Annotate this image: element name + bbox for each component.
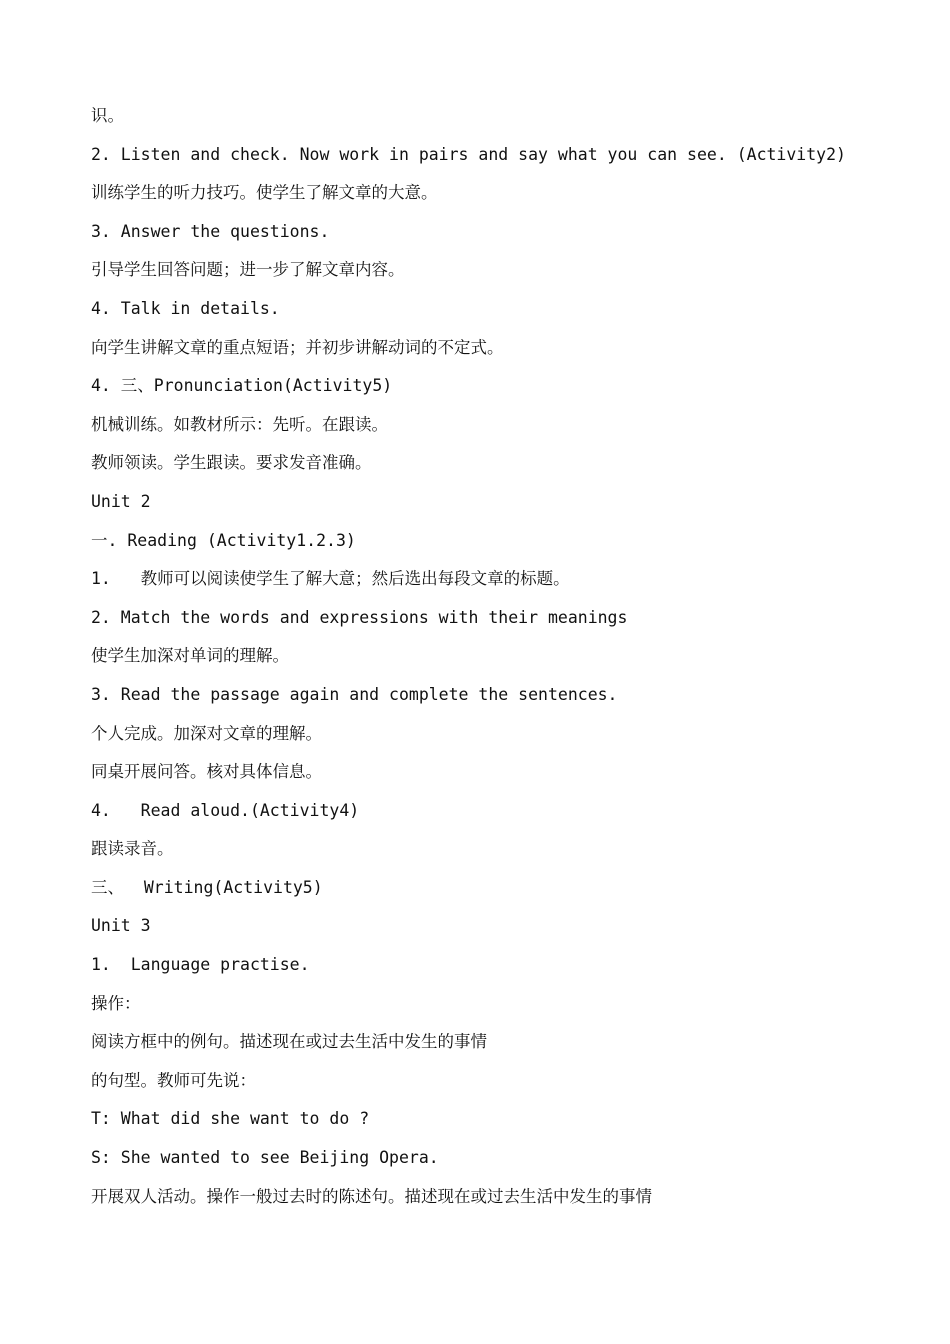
text-line: 4. Read aloud.(Activity4): [91, 800, 360, 820]
text-line: 识。: [91, 106, 124, 125]
text-line: 1. 教师可以阅读使学生了解大意；然后选出每段文章的标题。: [91, 569, 570, 589]
text-line: 机械训练。如教材所示：先听。在跟读。: [91, 414, 388, 434]
text-line: 操作：: [91, 993, 141, 1013]
document-body: [91, 97, 921, 1216]
text-line: 4. 三、Pronunciation(Activity5): [91, 376, 393, 396]
text-line: 开展双人活动。操作一般过去时的陈述句。描述现在或过去生活中发生的事情: [91, 1186, 652, 1206]
unit-heading: Unit 2: [91, 491, 151, 511]
unit-heading: Unit 3: [91, 916, 151, 936]
text-line: 三、 Writing(Activity5): [91, 877, 323, 897]
text-line: 向学生讲解文章的重点短语；并初步讲解动词的不定式。: [91, 337, 504, 357]
text-line: 一. Reading (Activity1.2.3): [91, 530, 356, 550]
text-line: 引导学生回答问题；进一步了解文章内容。: [91, 260, 405, 280]
text-line: 3. Answer the questions.: [91, 221, 330, 241]
text-line: 训练学生的听力技巧。使学生了解文章的大意。: [91, 183, 438, 203]
dialogue-line: S: She wanted to see Beijing Opera.: [91, 1148, 439, 1168]
text-line: 跟读录音。: [91, 839, 174, 859]
text-line: 使学生加深对单词的理解。: [91, 646, 289, 666]
text-line: 阅读方框中的例句。描述现在或过去生活中发生的事情: [91, 1032, 487, 1052]
text-line: 的句型。教师可先说：: [91, 1070, 256, 1090]
text-line: 4. Talk in details.: [91, 298, 280, 318]
text-line: 2. Listen and check. Now work in pairs and say what you can see. (Activity2): [91, 144, 846, 164]
text-line: 同桌开展问答。核对具体信息。: [91, 762, 322, 782]
text-line: 1. Language practise.: [91, 955, 310, 975]
dialogue-line: T: What did she want to do ?: [91, 1109, 370, 1129]
text-line: 个人完成。加深对文章的理解。: [91, 723, 322, 743]
text-line: 教师领读。学生跟读。要求发音准确。: [91, 453, 372, 473]
text-line: 2. Match the words and expressions with their meanings: [91, 607, 628, 627]
text-line: 3. Read the passage again and complete the sentences.: [91, 684, 618, 704]
